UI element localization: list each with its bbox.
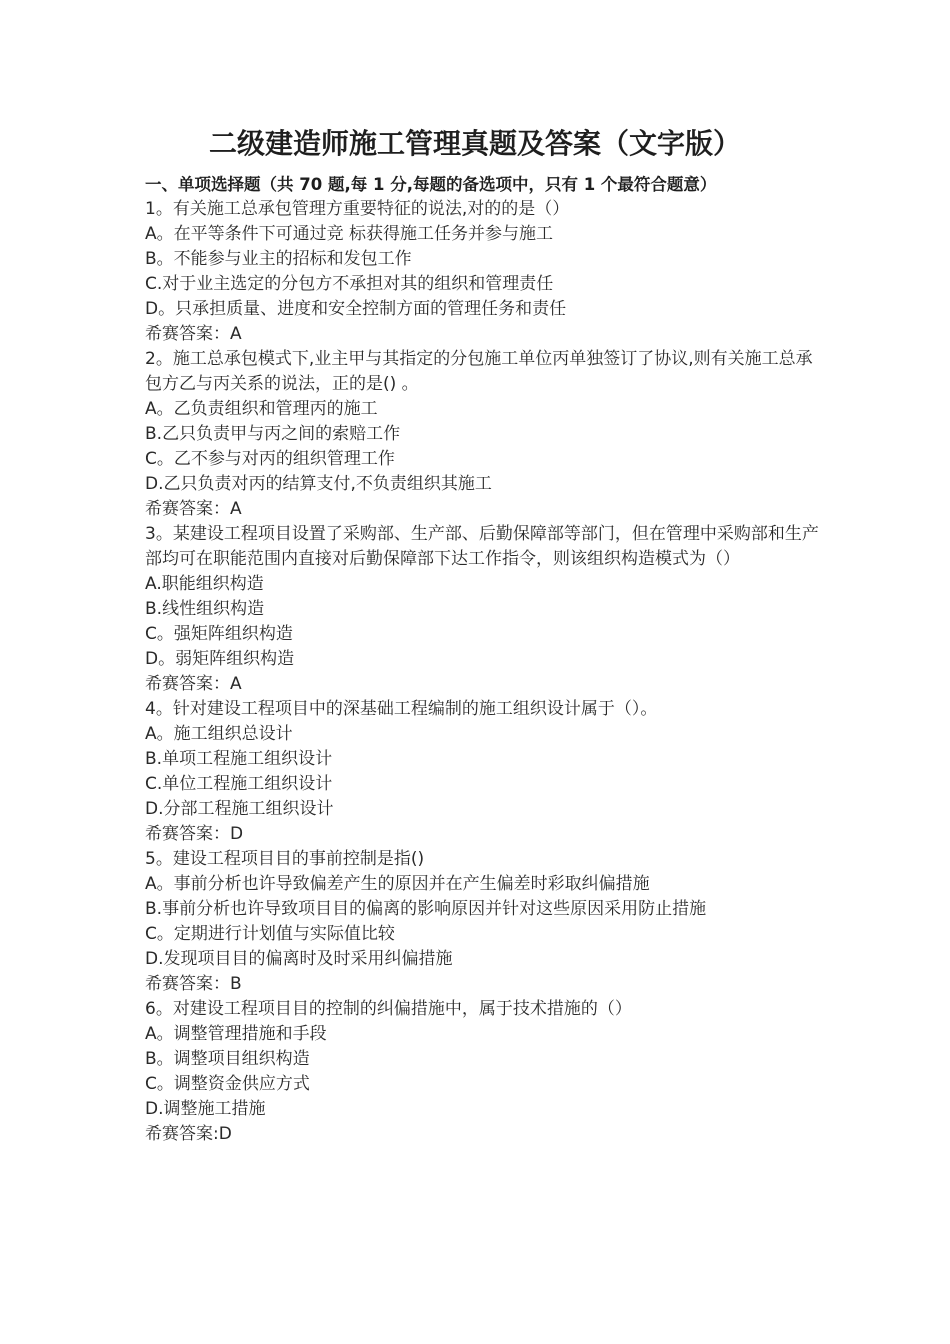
question-3 xyxy=(145,522,825,697)
option-d: D.发现项目目的偏离时及时采用纠偏措施 xyxy=(145,949,453,969)
question-4 xyxy=(145,697,825,847)
option-a: A。在平等条件下可通过竞 标获得施工任务并参与施工 xyxy=(145,224,554,244)
option-c: C。强矩阵组织构造 xyxy=(145,624,293,644)
option-b: B.线性组织构造 xyxy=(145,599,265,619)
option-d: D。只承担质量、进度和安全控制方面的管理任务和责任 xyxy=(145,299,567,319)
option-a: A。调整管理措施和手段 xyxy=(145,1024,327,1044)
answer-line: 希赛答案：A xyxy=(145,499,242,519)
answer-line: 希赛答案：A xyxy=(145,324,242,344)
question-5 xyxy=(145,847,825,997)
option-c: C.单位工程施工组织设计 xyxy=(145,774,333,794)
question-stem: 1。有关施工总承包管理方重要特征的说法,对的的是（） xyxy=(145,199,570,219)
option-a: A。事前分析也许导致偏差产生的原因并在产生偏差时彩取纠偏措施 xyxy=(145,874,650,894)
answer-line: 希赛答案：A xyxy=(145,674,242,694)
question-stem: 3。某建设工程项目设置了采购部、生产部、后勤保障部等部门，但在管理中采购部和生产部均可在职能范围内直接对后勤保障部下达工作指令，则该组织构造模式为（） xyxy=(145,524,819,569)
option-a: A.职能组织构造 xyxy=(145,574,264,594)
option-b: B.乙只负责甲与丙之间的索赔工作 xyxy=(145,424,401,444)
question-1 xyxy=(145,197,825,347)
option-c: C。乙不参与对丙的组织管理工作 xyxy=(145,449,395,469)
option-d: D.乙只负责对丙的结算支付,不负责组织其施工 xyxy=(145,474,492,494)
question-stem: 5。建设工程项目目的事前控制是指() xyxy=(145,849,425,869)
option-c: C。定期进行计划值与实际值比较 xyxy=(145,924,395,944)
option-a: A。施工组织总设计 xyxy=(145,724,293,744)
option-a: A。乙负责组织和管理丙的施工 xyxy=(145,399,378,419)
option-b: B。调整项目组织构造 xyxy=(145,1049,310,1069)
question-stem: 2。施工总承包模式下,业主甲与其指定的分包施工单位丙单独签订了协议,则有关施工总承包方乙与丙关系的说法，正的是() 。 xyxy=(145,349,813,394)
option-b: B。不能参与业主的招标和发包工作 xyxy=(145,249,412,269)
answer-line: 希赛答案：D xyxy=(145,824,244,844)
answer-line: 希赛答案:D xyxy=(145,1124,232,1144)
document-body xyxy=(145,172,825,1147)
option-c: C.对于业主选定的分包方不承担对其的组织和管理责任 xyxy=(145,274,554,294)
question-stem: 4。针对建设工程项目中的深基础工程编制的施工组织设计属于（）。 xyxy=(145,699,658,719)
option-c: C。调整资金供应方式 xyxy=(145,1074,310,1094)
option-d: D.分部工程施工组织设计 xyxy=(145,799,334,819)
question-2 xyxy=(145,347,825,522)
option-b: B.单项工程施工组织设计 xyxy=(145,749,333,769)
question-6 xyxy=(145,997,825,1147)
document-title: 二级建造师施工管理真题及答案（文字版） xyxy=(208,127,741,160)
answer-line: 希赛答案：B xyxy=(145,974,242,994)
question-stem: 6。对建设工程项目目的控制的纠偏措施中，属于技术措施的（） xyxy=(145,999,632,1019)
section-heading: 一、单项选择题（共 70 题,每 1 分,每题的备选项中，只有 1 个最符合题意） xyxy=(145,175,717,194)
option-b: B.事前分析也许导致项目目的偏离的影响原因并针对这些原因采用防止措施 xyxy=(145,899,707,919)
option-d: D。弱矩阵组织构造 xyxy=(145,649,295,669)
option-d: D.调整施工措施 xyxy=(145,1099,266,1119)
